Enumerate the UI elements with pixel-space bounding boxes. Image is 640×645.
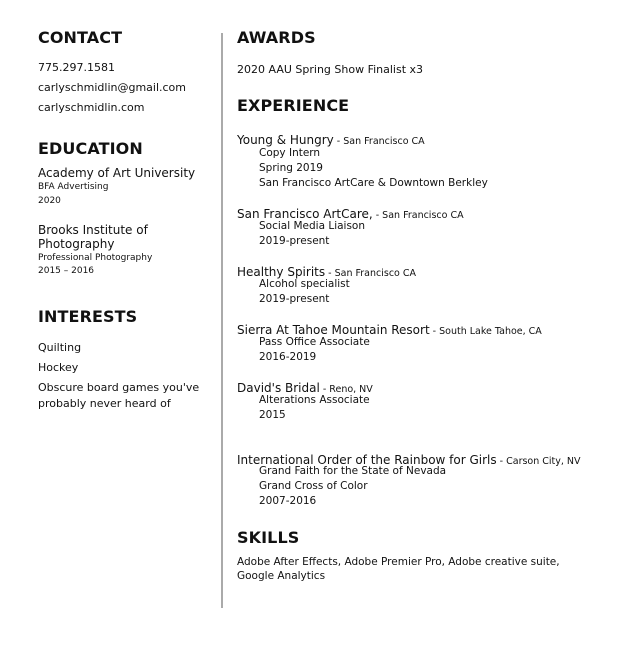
interest-item: Quilting [38, 341, 82, 354]
experience-heading: EXPERIENCE [237, 96, 350, 115]
school-years: 2015 – 2016 [38, 266, 95, 276]
job-org: Sierra At Tahoe Mountain Resort [237, 323, 430, 337]
job-detail: San Francisco ArtCare & Downtown Berkley [259, 177, 488, 189]
job-org: San Francisco ArtCare, [237, 207, 373, 221]
job-detail: 2016-2019 [259, 351, 317, 363]
interest-item: Hockey [38, 361, 79, 374]
interest-item: Obscure board games you've [38, 381, 200, 394]
job-org: Young & Hungry [237, 133, 334, 147]
school-degree: BFA Advertising [38, 182, 109, 192]
contact-heading: CONTACT [38, 28, 123, 47]
job-detail: 2019-present [259, 293, 330, 305]
job-detail: Spring 2019 [259, 162, 323, 174]
interests-heading: INTERESTS [38, 307, 138, 326]
awards-heading: AWARDS [237, 28, 316, 47]
job-location: - San Francisco CA [325, 268, 417, 279]
contact-website[interactable]: carlyschmidlin.com [38, 101, 145, 114]
skills-line: Google Analytics [237, 570, 326, 582]
job-location: - San Francisco CA [333, 136, 425, 147]
school-name: Brooks Institute of [38, 223, 148, 237]
contact-email[interactable]: carlyschmidlin@gmail.com [38, 81, 187, 94]
column-divider [221, 33, 223, 608]
job-location: - Reno, NV [319, 384, 373, 395]
job-detail: Alcohol specialist [259, 278, 350, 290]
school-years: 2020 [38, 196, 61, 206]
award-item: 2020 AAU Spring Show Finalist x3 [237, 63, 424, 76]
contact-phone[interactable]: 775.297.1581 [38, 61, 115, 74]
job-detail: Grand Cross of Color [259, 480, 368, 492]
school-name: Academy of Art University [38, 166, 196, 180]
job-org: David's Bridal [237, 381, 320, 395]
job-location: - Carson City, NV [496, 456, 581, 467]
job-detail: Pass Office Associate [259, 336, 370, 348]
skills-line: Adobe After Effects, Adobe Premier Pro, Adobe creative suite, [237, 556, 560, 568]
job-location: - San Francisco CA [372, 210, 464, 221]
job-detail: 2019-present [259, 235, 330, 247]
school-name: Photography [38, 237, 115, 251]
interest-item: probably never heard of [38, 397, 171, 410]
job-org: Healthy Spirits [237, 265, 326, 279]
school-degree: Professional Photography [38, 253, 153, 263]
skills-heading: SKILLS [237, 528, 300, 547]
job-detail: Grand Faith for the State of Nevada [259, 465, 447, 477]
job-detail: 2007-2016 [259, 495, 317, 507]
education-heading: EDUCATION [38, 139, 143, 158]
job-org: International Order of the Rainbow for Girls [237, 453, 497, 467]
job-location: - South Lake Tahoe, CA [429, 326, 542, 337]
job-title-line [237, 129, 425, 148]
job-detail: 2015 [259, 409, 286, 421]
job-detail: Copy Intern [259, 147, 321, 159]
job-detail: Alterations Associate [259, 394, 370, 406]
job-detail: Social Media Liaison [259, 220, 366, 232]
